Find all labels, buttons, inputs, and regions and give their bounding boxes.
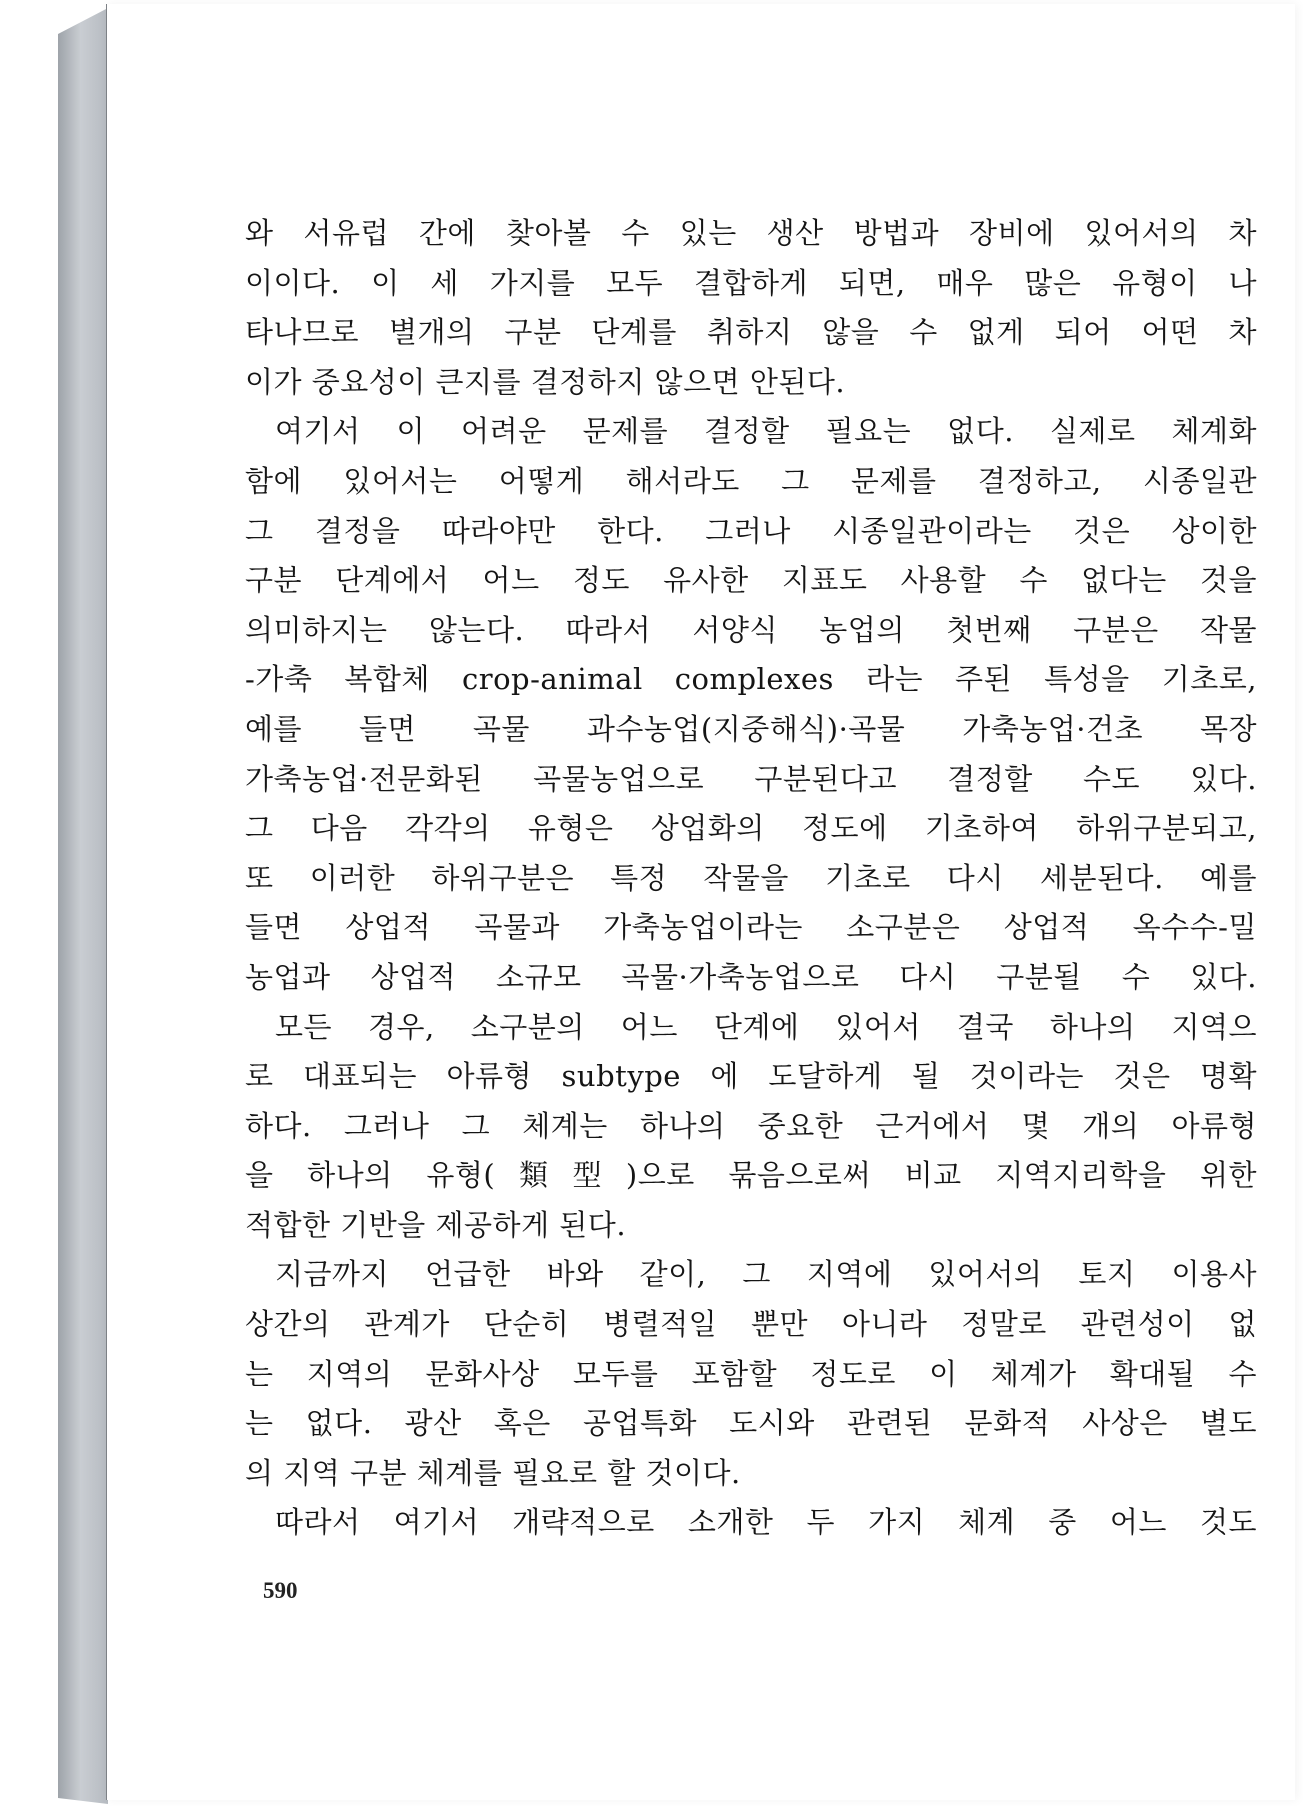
page-number: 590 — [263, 1578, 298, 1603]
text-line: 는 지역의 문화사상 모두를 포함할 정도로 이 체계가 확대될 수 — [245, 1356, 1257, 1391]
text-line: 가축농업·전문화된 곡물농업으로 구분된다고 결정할 수도 있다. — [245, 761, 1257, 796]
text-line: 예를 들면 곡물 과수농업(지중해식)·곡물 가축농업·건초 목장 — [245, 711, 1257, 746]
text-line: 이가 중요성이 큰지를 결정하지 않으면 안된다. — [245, 364, 846, 399]
text-line: 이이다. 이 세 가지를 모두 결합하게 되면, 매우 많은 유형이 나 — [245, 265, 1257, 300]
text-line: 로 대표되는 아류형 subtype 에 도달하게 될 것이라는 것은 명확 — [245, 1059, 1257, 1094]
text-line: 그 결정을 따라야만 한다. 그러나 시종일관이라는 것은 상이한 — [245, 513, 1257, 548]
text-line: 농업과 상업적 소규모 곡물·가축농업으로 다시 구분될 수 있다. — [245, 959, 1257, 994]
text-line: -가축 복합체 crop-animal complexes 라는 주된 특성을 기초로, — [245, 662, 1257, 697]
text-line: 들면 상업적 곡물과 가축농업이라는 소구분은 상업적 옥수수-밀 — [245, 910, 1257, 945]
text-line: 적합한 기반을 제공하게 된다. — [245, 1207, 627, 1242]
text-line: 의미하지는 않는다. 따라서 서양식 농업의 첫번째 구분은 작물 — [245, 612, 1257, 647]
text-line: 는 없다. 광산 혹은 공업특화 도시와 관련된 문화적 사상은 별도 — [245, 1406, 1257, 1441]
text-line: 함에 있어서는 어떻게 해서라도 그 문제를 결정하고, 시종일관 — [245, 463, 1257, 498]
text-line: 타나므로 별개의 구분 단계를 취하지 않을 수 없게 되어 어떤 차 — [245, 315, 1257, 350]
text-line: 와 서유럽 간에 찾아볼 수 있는 생산 방법과 장비에 있어서의 차 — [245, 216, 1257, 250]
book-page — [106, 4, 1295, 1800]
text-line: 의 지역 구분 체계를 필요로 할 것이다. — [245, 1455, 741, 1490]
text-line: 따라서 여기서 개략적으로 소개한 두 가지 체계 중 어느 것도 — [275, 1505, 1257, 1540]
text-line: 구분 단계에서 어느 정도 유사한 지표도 사용할 수 없다는 것을 — [245, 563, 1257, 598]
book-spine-edge — [58, 8, 108, 1804]
text-line: 하다. 그러나 그 체계는 하나의 중요한 근거에서 몇 개의 아류형 — [245, 1108, 1257, 1143]
text-line: 그 다음 각각의 유형은 상업화의 정도에 기초하여 하위구분되고, — [245, 811, 1257, 846]
text-line: 지금까지 언급한 바와 같이, 그 지역에 있어서의 토지 이용사 — [275, 1257, 1257, 1292]
body-text — [245, 209, 1257, 1548]
text-line: 여기서 이 어려운 문제를 결정할 필요는 없다. 실제로 체계화 — [275, 414, 1257, 449]
text-line: 을 하나의 유형(類型)으로 묶음으로써 비교 지역지리학을 위한 — [245, 1158, 1257, 1193]
text-line: 상간의 관계가 단순히 병렬적일 뿐만 아니라 정말로 관련성이 없 — [245, 1307, 1257, 1342]
text-line: 모든 경우, 소구분의 어느 단계에 있어서 결국 하나의 지역으 — [275, 1009, 1257, 1044]
text-line: 또 이러한 하위구분은 특정 작물을 기초로 다시 세분된다. 예를 — [245, 860, 1257, 895]
